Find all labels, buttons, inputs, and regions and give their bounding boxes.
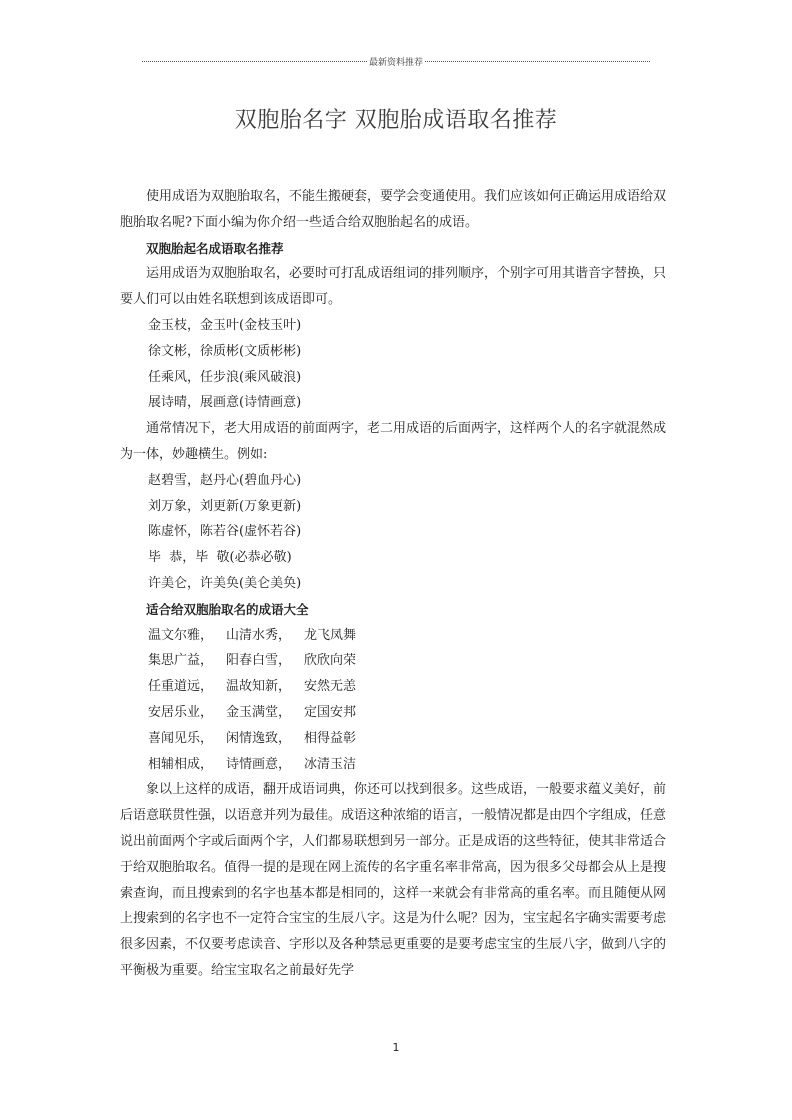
idiom-row — [120, 674, 666, 700]
idiom-row — [120, 623, 666, 649]
document-body — [120, 184, 666, 984]
idiom-cell: 任重道远， — [148, 679, 214, 695]
page-number: 1 — [392, 1041, 400, 1054]
idiom-cell: 安居乐业， — [148, 704, 214, 720]
idiom-cell: 喜闻见乐， — [148, 730, 214, 746]
idiom-cell: 相得益彰 — [304, 730, 357, 746]
idiom-cell: 欣欣向荣 — [304, 653, 357, 669]
idiom-cell: 诗情画意， — [226, 756, 292, 772]
idiom-table — [120, 623, 666, 778]
section2-heading: 适合给双胞胎取名的成语大全 — [146, 601, 309, 617]
page-header — [140, 54, 652, 68]
idiom-row — [120, 648, 666, 674]
example-item: 徐文彬，徐质彬(文质彬彬) — [148, 343, 302, 359]
idiom-cell: 冰清玉洁 — [304, 756, 357, 772]
idiom-cell: 温文尔雅， — [148, 627, 214, 643]
idiom-row — [120, 700, 666, 726]
example-item: 金玉枝，金玉叶(金枝玉叶) — [148, 317, 302, 333]
section1-paragraph-1: 运用成语为双胞胎取名，必要时可打乱成语组词的排列顺序，个别字可用其谐音字替换，只要人们可以由姓名联想到该成语即可。 — [120, 266, 667, 308]
idiom-cell: 相辅相成， — [148, 756, 214, 772]
idiom-cell: 安然无恙 — [304, 679, 357, 695]
header-text: 最新资料推荐 — [369, 57, 424, 68]
idiom-cell: 温故知新， — [226, 679, 292, 695]
idiom-cell: 龙飞凤舞 — [304, 627, 357, 643]
document-title: 双胞胎名字 双胞胎成语取名推荐 — [234, 108, 558, 133]
example-item: 许美仑，许美奂(美仑美奂) — [148, 575, 302, 591]
intro-paragraph: 使用成语为双胞胎取名，不能生搬硬套，要学会变通使用。我们应该如何正确运用成语给双胞胎取名呢?下面小编为你介绍一些适合给双胞胎起名的成语。 — [120, 189, 667, 230]
idiom-row — [120, 726, 666, 752]
header-dots-left — [142, 61, 367, 62]
idiom-cell: 山清水秀， — [226, 627, 292, 643]
example-item: 任乘风，任步浪(乘风破浪) — [148, 369, 302, 385]
section1-heading: 双胞胎起名成语取名推荐 — [146, 240, 284, 256]
header-dots-right — [425, 61, 650, 62]
idiom-cell: 集思广益， — [148, 653, 214, 669]
idiom-cell: 闲情逸致， — [226, 730, 292, 746]
example-item: 毕 恭，毕 敬(必恭必敬) — [148, 550, 292, 566]
idiom-cell: 阳春白雪， — [226, 653, 292, 669]
idiom-cell: 金玉满堂， — [226, 704, 292, 720]
example-item: 赵碧雪，赵丹心(碧血丹心) — [148, 472, 302, 488]
idiom-cell: 定国安邦 — [304, 704, 357, 720]
example-item: 刘万象，刘更新(万象更新) — [148, 498, 302, 514]
section1-paragraph-2: 通常情况下，老大用成语的前面两字，老二用成语的后面两字，这样两个人的名字就混然成为一体，妙趣横生。例如: — [120, 421, 667, 462]
idiom-row — [120, 752, 666, 778]
section2-paragraph: 象以上这样的成语，翻开成语词典，你还可以找到很多。这些成语，一般要求蕴义美好，前后语意联贯性强，以语意并列为最佳。成语这种浓缩的语言，一般情况都是由四个字组成，任意说出前面两个字或后面两个字，人们都易联想到另一部分。正是成语的这些特征，使其非常适合于给双胞胎取名。值得一提的是现在网上流传的名字重名率非常高，因为很多父母都会从上是搜索查询，而且搜索到的名字也基本都是相同的，这样一来就会有非常高的重名率。而且随便从网上搜索到的名字也不一定符合宝宝的生辰八字。这是为什么呢？因为，宝宝起名字确实需要考虑很多因素，不仅要考虑读音、字形以及各种禁忌更重要的是要考虑宝宝的生辰八字，做到八字的平衡极为重要。给宝宝取名之前最好先学 — [120, 782, 667, 978]
example-item: 陈虚怀，陈若谷(虚怀若谷) — [148, 524, 302, 540]
example-item: 展诗晴，展画意(诗情画意) — [148, 395, 302, 411]
